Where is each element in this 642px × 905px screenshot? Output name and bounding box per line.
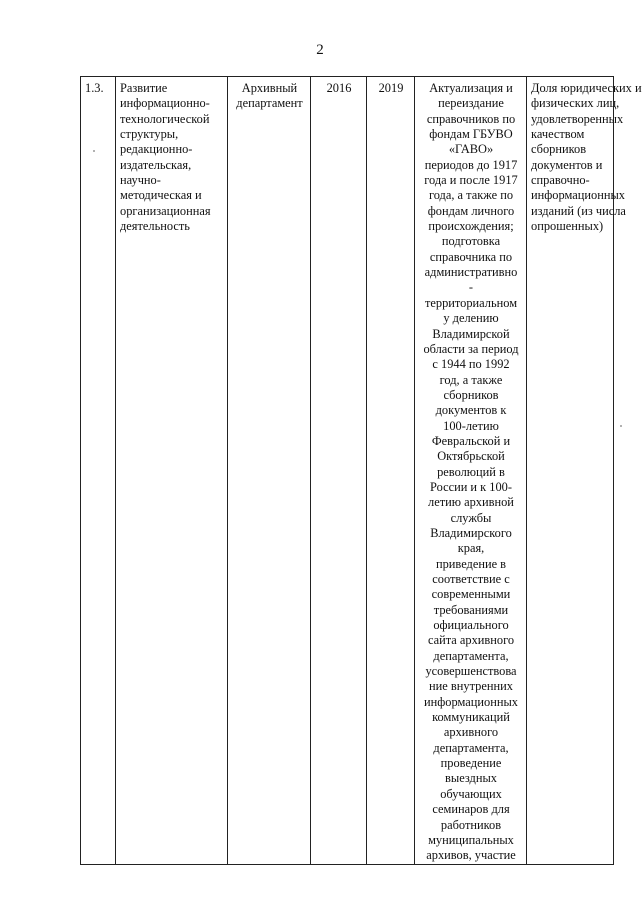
text-line: работников [440, 817, 502, 832]
text-line: Владимирского [430, 525, 512, 540]
text-line: семинаров для [432, 802, 510, 817]
text-line: Октябрьской [437, 449, 505, 464]
text-line: коммуникаций [432, 710, 510, 725]
text-line: архивов, участие [426, 848, 516, 863]
text-line: фондам ГБУВО [429, 127, 513, 142]
executor-cell [228, 77, 311, 865]
text-line: Февральской и [431, 433, 511, 448]
text-line: документов и [531, 157, 603, 172]
text-line: муниципальных [428, 832, 514, 847]
text-line: революций в [437, 464, 505, 479]
text-line: года и после 1917 [424, 173, 518, 188]
text-line: выездных [445, 771, 497, 786]
text-line: Владимирской [432, 326, 510, 341]
text-line: официального [433, 618, 509, 633]
text-line: деятельность [120, 219, 190, 234]
text-line: редакционно- [120, 142, 193, 157]
text-line: справочников по [426, 111, 516, 126]
activity-name-cell [116, 77, 228, 865]
text-line: Архивный [241, 81, 298, 95]
text-line: - [468, 280, 474, 295]
text-line: подготовка [441, 234, 501, 249]
row-number: 1.3. [85, 81, 104, 95]
text-line: области за период [423, 341, 519, 356]
text-line: 100-летию [443, 418, 499, 433]
text-line: департамент [236, 96, 303, 111]
text-line: края, [457, 541, 485, 556]
text-line: физических лиц, [531, 96, 620, 111]
text-line: Актуализация и [429, 81, 513, 95]
text-line: научно- [120, 173, 161, 188]
text-line: Доля юридических и [531, 81, 642, 95]
text-line: ние внутренних [429, 679, 513, 694]
text-line: современными [431, 587, 511, 602]
text-line: административно [424, 265, 518, 280]
text-line: России и к 100- [429, 479, 512, 494]
text-line: фондам личного [427, 203, 515, 218]
table-row [81, 77, 614, 865]
text-line: обучающих [440, 786, 502, 801]
text-line: переиздание [438, 96, 504, 111]
text-line: опрошенных) [531, 219, 604, 234]
text-line: соответствие с [432, 572, 510, 586]
scan-speck [93, 150, 95, 152]
text-line: службы [450, 510, 492, 525]
text-line: Развитие [120, 81, 168, 95]
text-line: происхождения; [428, 219, 514, 234]
text-line: департамента, [433, 740, 509, 755]
text-line: года, а также по [428, 188, 514, 203]
row-number-cell [81, 77, 116, 865]
end-year-cell [367, 77, 415, 865]
text-line: методическая и [120, 188, 202, 203]
text-line: удовлетворенных [531, 111, 624, 126]
scan-speck [620, 425, 622, 427]
start-year: 2016 [326, 81, 352, 95]
text-line: информационных [531, 188, 625, 203]
text-line: усовершенствова [425, 664, 517, 679]
text-line: качеством [531, 127, 585, 142]
text-line: архивного [443, 725, 499, 740]
page-number: 2 [316, 42, 324, 58]
text-line: у делению [443, 311, 499, 326]
text-line: справочно- [531, 173, 590, 188]
text-line: периодов до 1917 [424, 157, 518, 172]
text-line: с 1944 по 1992 [432, 357, 510, 372]
text-line: территориальном [424, 295, 518, 310]
plan-table [80, 76, 642, 865]
text-line: структуры, [120, 127, 179, 142]
text-line: сборников [531, 142, 587, 157]
text-line: документов к [435, 403, 507, 418]
text-line: сборников [443, 387, 499, 402]
text-line: организационная [120, 203, 211, 218]
text-line: издательская, [120, 157, 192, 172]
text-line: требованиями [433, 602, 509, 617]
text-line: справочника по [429, 249, 513, 264]
text-line: информационно- [120, 96, 210, 111]
text-line: летию архивной [428, 495, 514, 510]
text-line: департамента, [433, 648, 509, 663]
text-line: сайта архивного [427, 633, 515, 648]
text-line: изданий (из числа [531, 203, 626, 218]
text-line: технологической [120, 111, 210, 126]
text-line: год, а также [439, 372, 503, 387]
text-line: приведение в [435, 556, 507, 571]
start-year-cell [311, 77, 367, 865]
indicator-cell [527, 77, 642, 865]
text-line: проведение [440, 756, 502, 771]
text-line: «ГАВО» [448, 142, 494, 157]
text-line: информационных [424, 694, 518, 709]
description-cell [415, 77, 527, 865]
end-year: 2019 [378, 81, 404, 95]
